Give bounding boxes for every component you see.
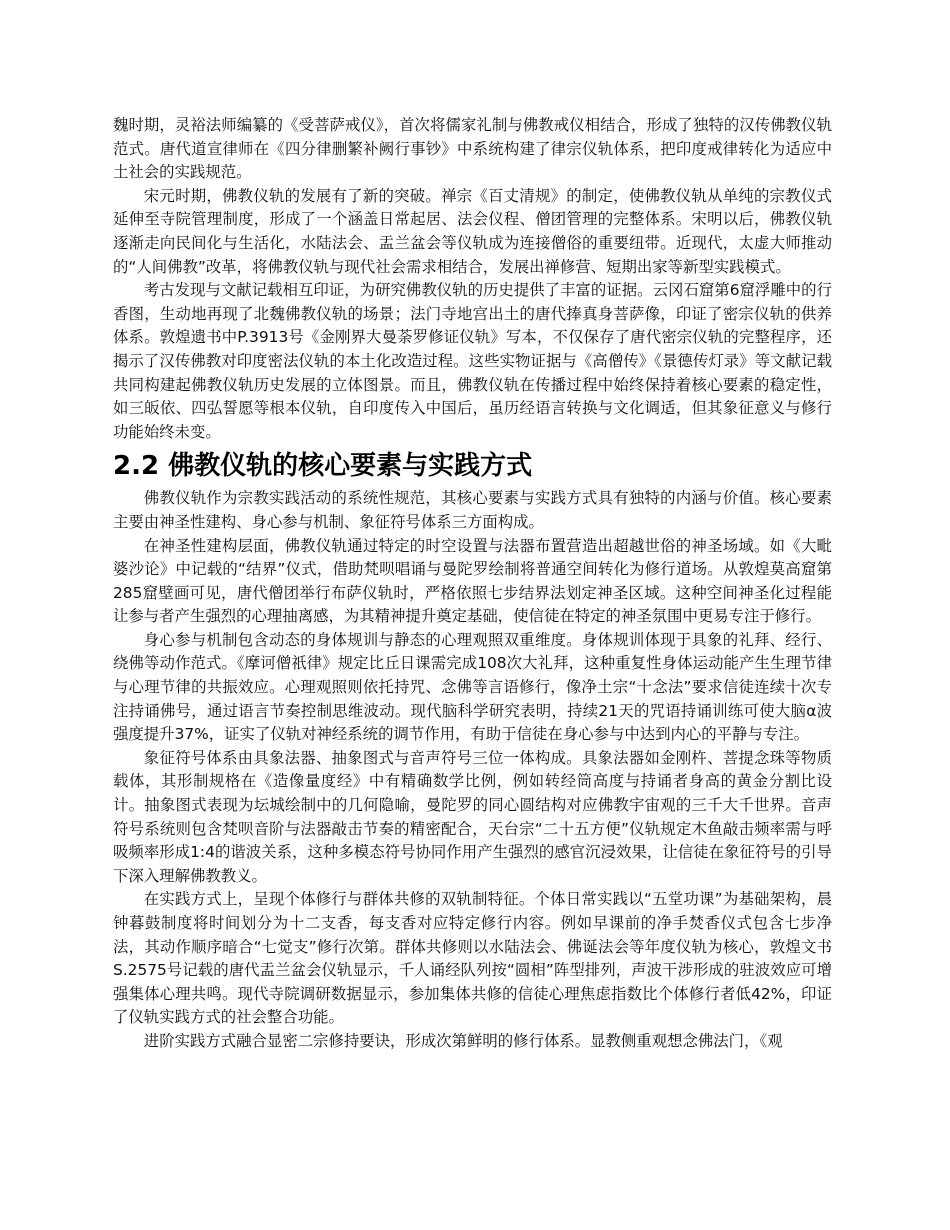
paragraph-2: 宋元时期，佛教仪轨的发展有了新的突破。禅宗《百丈清规》的制定，使佛教仪轨从单纯的宗教仪式延伸至寺院管理制度，形成了一个涵盖日常起居、法会仪程、僧团管理的完整体系。宋明以后，佛教仪轨逐渐走向民间化与生活化，水陆法会、盂兰盆会等仪轨成为连接僧俗的重要纽带。近现代，太虚大师推动的“人间佛教”改革，将佛教仪轨与现代社会需求相结合，发展出禅修营、短期出家等新型实践模式。	[113, 186, 832, 276]
paragraph-3: 考古发现与文献记载相互印证，为研究佛教仪轨的历史提供了丰富的证据。云冈石窟第6窟浮雕中的行香图，生动地再现了北魏佛教仪轨的场景；法门寺地宫出土的唐代捧真身菩萨像，印证了密宗仪轨的供养体系。敦煌遗书中P.3913号《金刚界大曼荼罗修证仪轨》写本，不仅保存了唐代密宗仪轨的完整程序，还揭示了汉传佛教对印度密法仪轨的本土化改造过程。这些实物证据与《高僧传》《景德传灯录》等文献记载共同构建起佛教仪轨历史发展的立体图景。而且，佛教仪轨在传播过程中始终保持着核心要素的稳定性，如三皈依、四弘誓愿等根本仪轨，自印度传入中国后，虽历经语言转换与文化调适，但其象征意义与修行功能始终未变。	[113, 281, 832, 441]
paragraph-9: 进阶实践方式融合显密二宗修持要诀，形成次第鲜明的修行体系。显教侧重观想念佛法门，《观	[143, 1031, 783, 1050]
paragraph-6: 身心参与机制包含动态的身体规训与静态的心理观照双重维度。身体规训体现于具象的礼拜、经行、绕佛等动作范式。《摩诃僧祇律》规定比丘日课需完成108次大礼拜，这种重复性身体运动能产生生理节律与心理节律的共振效应。心理观照则依托持咒、念佛等言语修行，像净土宗“十念法”要求信徒连续十次专注持诵佛号，通过语言节奏控制思维波动。现代脑科学研究表明，持续21天的咒语持诵训练可使大脑α波强度提升37%，证实了仪轨对神经系统的调节作用，有助于信徒在身心参与中达到内心的平静与专注。	[113, 630, 832, 744]
document-page	[113, 114, 832, 1054]
paragraph-5: 在神圣性建构层面，佛教仪轨通过特定的时空设置与法器布置营造出超越世俗的神圣场域。如《大毗婆沙论》中记载的“结界”仪式，借助梵呗唱诵与曼陀罗绘制将普通空间转化为修行道场。从敦煌莫高窟第285窟壁画可见，唐代僧团举行布萨仪轨时，严格依照七步结界法划定神圣区域。这种空间神圣化过程能让参与者产生强烈的心理抽离感，为其精神提升奠定基础，使信徒在特定的神圣氛围中更易专注于修行。	[113, 536, 832, 626]
paragraph-1: 魏时期，灵裕法师编纂的《受菩萨戒仪》，首次将儒家礼制与佛教戒仪相结合，形成了独特的汉传佛教仪轨范式。唐代道宣律师在《四分律删繁补阙行事钞》中系统构建了律宗仪轨体系，把印度戒律转化为适应中土社会的实践规范。	[113, 116, 832, 182]
paragraph-8: 在实践方式上，呈现个体修行与群体共修的双轨制特征。个体日常实践以“五堂功课”为基础架构，晨钟暮鼓制度将时间划分为十二支香，每支香对应特定修行内容。例如早课前的净手焚香仪式包含七步净法，其动作顺序暗合“七觉支”修行次第。群体共修则以水陆法会、佛诞法会等年度仪轨为核心，敦煌文书S.2575号记载的唐代盂兰盆会仪轨显示，千人诵经队列按“圆相”阵型排列，声波干涉形成的驻波效应可增强集体心理共鸣。现代寺院调研数据显示，参加集体共修的信徒心理焦虑指数比个体修行者低42%，印证了仪轨实践方式的社会整合功能。	[113, 890, 832, 1027]
section-heading: 2.2 佛教仪轨的核心要素与实践方式	[113, 451, 533, 482]
paragraph-7: 象征符号体系由具象法器、抽象图式与音声符号三位一体构成。具象法器如金刚杵、菩提念珠等物质载体，其形制规格在《造像量度经》中有精确数学比例，例如转经筒高度与持诵者身高的黄金分割比设计。抽象图式表现为坛城绘制中的几何隐喻，曼陀罗的同心圆结构对应佛教宇宙观的三千大千世界。音声符号系统则包含梵呗音阶与法器敲击节奏的精密配合，天台宗“二十五方便”仪轨规定木鱼敲击频率需与呼吸频率形成1:4的谐波关系，这种多模态符号协同作用产生强烈的感官沉浸效果，让信徒在象征符号的引导下深入理解佛教教义。	[113, 748, 832, 885]
paragraph-4: 佛教仪轨作为宗教实践活动的系统性规范，其核心要素与实践方式具有独特的内涵与价值。核心要素主要由神圣性建构、身心参与机制、象征符号体系三方面构成。	[113, 489, 832, 531]
